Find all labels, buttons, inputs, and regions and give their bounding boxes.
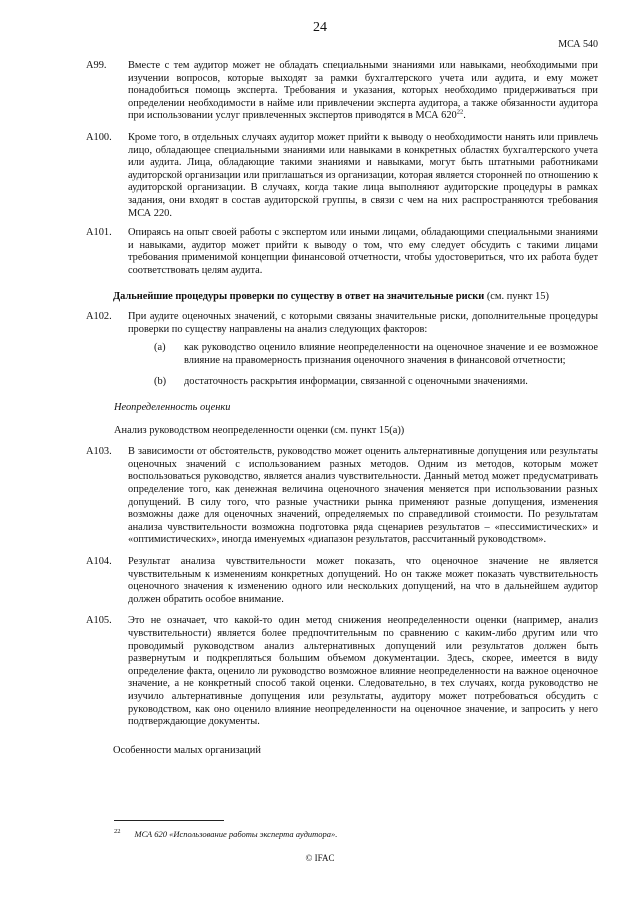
page-number: 24 bbox=[313, 20, 327, 35]
section-heading-ref: (см. пункт 15) bbox=[484, 290, 549, 302]
paragraph-number: A105. bbox=[86, 615, 112, 627]
paragraph-text: Вместе с тем аудитор может не обладать специальными знаниями или навыками, необходимыми при изучении вопросов, которые выходят за рамки бухгалтерского учета или аудита, и ему может понадобиться помощь эксперта. Требования и указания, которых необходимо придерживаться при определении необходимости в найме или привлечении эксперта аудитора, а также обязанности аудитора при использовании услуг привлеченных экспертов приводятся в МСА 620$^{22}$. bbox=[128, 60, 598, 122]
paragraph-a103 bbox=[86, 446, 598, 547]
subheading-uncertainty: Неопределенность оценки bbox=[114, 402, 231, 414]
paragraph-a101 bbox=[86, 227, 598, 277]
paragraph-number: A100. bbox=[86, 131, 112, 143]
copyright-footer: © IFAC bbox=[305, 853, 335, 863]
list-item-a bbox=[154, 342, 598, 367]
paragraph-text: Опираясь на опыт своей работы с экспертом или иными лицами, обладающими специальными знаниями и навыками, аудитор может прийти к выводу о том, что ему следует обсудить с такими лицами требования применимой концепции финансовой отчетности, чтобы удостовериться, что их работа будет соответствовать целям аудита. bbox=[128, 227, 598, 276]
footnote-reference: 22 bbox=[456, 108, 464, 116]
paragraph-number: A99. bbox=[86, 60, 107, 71]
section-heading-significant-risks bbox=[113, 291, 598, 304]
footnote bbox=[114, 828, 337, 839]
list-item-b bbox=[154, 376, 598, 389]
paragraph-number: A102. bbox=[86, 311, 112, 323]
paragraph-a104 bbox=[86, 556, 598, 606]
standard-label: МСА 540 bbox=[558, 39, 598, 50]
paragraph-number: A104. bbox=[86, 556, 112, 567]
section-heading-text: Дальнейшие процедуры проверки по существу в ответ на значительные риски bbox=[113, 290, 485, 302]
section-heading-small-entities: Особенности малых организаций bbox=[113, 744, 261, 756]
paragraph-a102 bbox=[86, 311, 598, 336]
list-item-label: (a) bbox=[154, 342, 166, 354]
main-content bbox=[86, 60, 598, 757]
footnote-number: 22 bbox=[114, 828, 121, 835]
paragraph-a105 bbox=[86, 615, 598, 728]
paragraph-a100 bbox=[86, 131, 598, 220]
paragraph-text: В зависимости от обстоятельств, руководство может оценить альтернативные допущения или результаты оценочных значений с использованием разных методов. Одним из методов, которым может воспользоваться руководство, является анализ чувствительности. Данный метод может предусматривать определение того, как денежная величина оценочного значения меняется при использовании разных допущений. В силу того, что разные участники рынка применяют разные допущения, изменения возможны даже для оценочных значений, определяемых по справедливой стоимости. По результатам анализа чувствительности возможна подготовка ряда сценариев результатов – «пессимистических» и «оптимистических», иногда именуемых «диапазон результатов, рассчитанный руководством». bbox=[128, 446, 598, 546]
footnote-text: МСА 620 «Использование работы эксперта аудитора». bbox=[134, 828, 338, 839]
list-item-text: достаточность раскрытия информации, связанной с оценочными значениями. bbox=[184, 376, 528, 388]
paragraph-text: Кроме того, в отдельных случаях аудитор может прийти к выводу о необходимости нанять или привлечь лицо, обладающее специальными знаниями или навыками в конкретных областях бухгалтерского учета или аудита. Лица, обладающие такими знаниями и навыками, могут быть штатными работниками аудиторской организации или приглашаться из организации, которая является сторонней по отношению к аудиторской организации. В случаях, когда такие лица выполняют аудиторские процедуры в рамках задания, они входят в состав аудиторской группы, в связи с чем на них распространяются требования МСА 220. bbox=[128, 131, 598, 219]
paragraph-text: Это не означает, что какой-то один метод снижения неопределенности оценки (например, анализ чувствительности) является более предпочтительным по сравнению с каким-либо другим или что проводимый руководством анализ альтернативных допущений или результатов должен быть развернутым и подкрепляться большим объемом документации. Здесь, скорее, имеется в виду определение факта, оценило ли руководство возможное влияние неопределенности на важное оценочное значение, а не конкретный способ такой оценки. Следовательно, в тех случаях, когда руководство не изучило альтернативные допущения или результаты, аудитору может потребоваться обсудить с руководством, как оно оценило влияние неопределенности на оценочное значение, и запросить у него подтверждающие документы. bbox=[128, 615, 598, 728]
paragraph-number: A103. bbox=[86, 446, 112, 458]
paragraph-a99 bbox=[86, 60, 598, 123]
paragraph-number: A101. bbox=[86, 227, 112, 239]
footnote-divider bbox=[114, 820, 224, 821]
list-item-label: (b) bbox=[154, 376, 167, 388]
list-item-text: как руководство оценило влияние неопределенности на оценочное значение и ее возможное влияние на правомерность признания оценочного значения в финансовой отчетности; bbox=[184, 342, 598, 366]
subsection-heading: Анализ руководством неопределенности оценки (см. пункт 15(а)) bbox=[114, 424, 405, 436]
paragraph-text: Результат анализа чувствительности может показать, что оценочное значение не является чувствительным к изменениям конкретных допущений. Но он также может показать чувствительность оценочного значения к изменению одного или нескольких допущений, на что в дальнейшем аудитор должен обратить особое внимание. bbox=[128, 556, 598, 605]
paragraph-text: При аудите оценочных значений, с которыми связаны значительные риски, дополнительные процедуры проверки по существу направлены на анализ следующих факторов: bbox=[128, 311, 598, 335]
